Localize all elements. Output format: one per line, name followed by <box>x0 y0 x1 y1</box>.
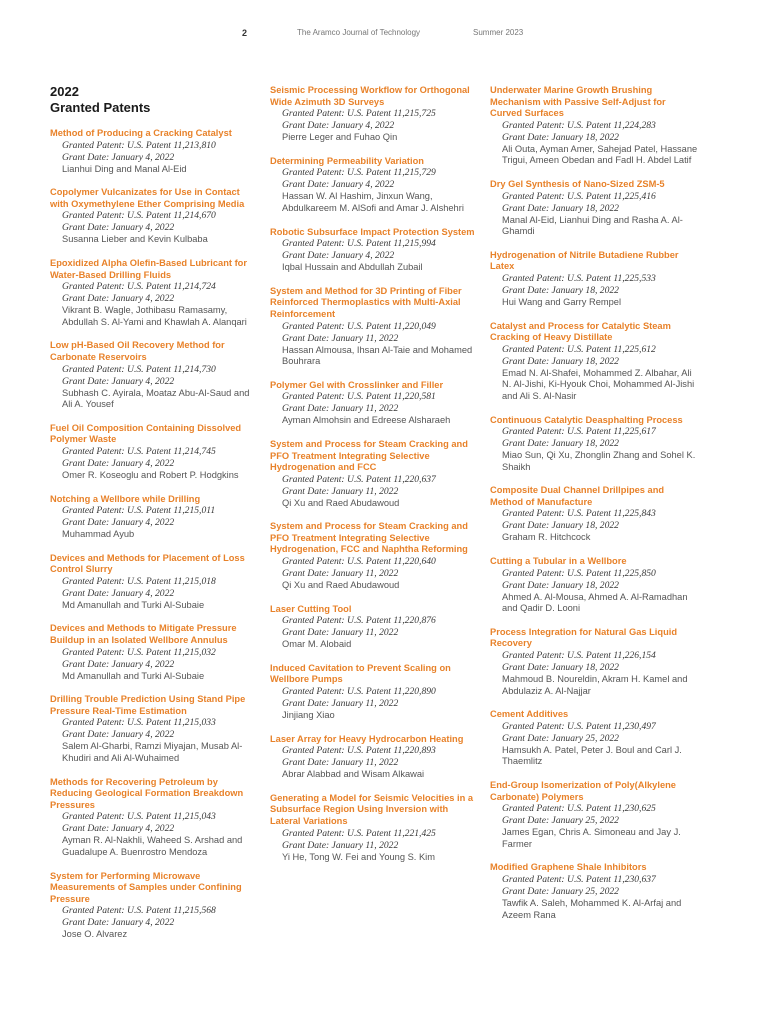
grant-date: Grant Date: January 4, 2022 <box>62 293 175 305</box>
patent-authors: Manal Al-Eid, Lianhui Ding and Rasha A. Al-Ghamdi <box>502 214 683 237</box>
patent-entry <box>270 439 478 509</box>
grant-date: Grant Date: January 18, 2022 <box>502 579 619 591</box>
patent-authors: Lianhui Ding and Manal Al-Eid <box>62 163 187 174</box>
patent-number: Granted Patent: U.S. Patent 11,226,154 <box>502 650 656 662</box>
patent-number: Granted Patent: U.S. Patent 11,225,843 <box>502 508 656 520</box>
patent-authors: Emad N. Al-Shafei, Mohammed Z. Albahar, Ali N. Al-Jishi, Ki-Hyouk Choi, Mohammed Al-Jishi and Ali S. Al-Nasir <box>502 367 695 401</box>
grant-date: Grant Date: January 4, 2022 <box>282 120 395 132</box>
grant-date: Grant Date: January 11, 2022 <box>282 568 399 580</box>
patent-authors: Hassan W. Al Hashim, Jinxun Wang, Abdulkareem M. AlSofi and Amar J. Alshehri <box>282 191 464 213</box>
grant-date: Grant Date: January 18, 2022 <box>502 662 619 674</box>
patent-number: Granted Patent: U.S. Patent 11,215,043 <box>62 811 216 823</box>
grant-date: Grant Date: January 18, 2022 <box>502 520 619 532</box>
patent-title: Composite Dual Channel Drillpipes and Method of Manufacture <box>490 485 665 507</box>
patent-title: Fuel Oil Composition Containing Dissolved Polymer Waste <box>50 422 242 445</box>
patent-title: System and Method for 3D Printing of Fiber Reinforced Thermoplastics with Multi-Axial Reinforcement <box>270 285 462 319</box>
patent-number: Granted Patent: U.S. Patent 11,230,497 <box>502 720 656 732</box>
patent-authors: James Egan, Chris A. Simoneau and Jay J. Farmer <box>502 827 681 849</box>
patent-title: Laser Cutting Tool <box>270 603 352 614</box>
column-1 <box>50 84 258 953</box>
patent-title: Underwater Marine Growth Brushing Mechanism with Passive Self-Adjust for Curved Surfaces <box>490 85 666 119</box>
grant-date: Grant Date: January 4, 2022 <box>62 658 175 670</box>
patent-title: Polymer Gel with Crosslinker and Filler <box>270 379 444 390</box>
patent-authors: Jose O. Alvarez <box>62 929 128 940</box>
grant-date: Grant Date: January 4, 2022 <box>62 457 175 469</box>
patent-entry <box>270 734 478 781</box>
patent-number: Granted Patent: U.S. Patent 11,225,533 <box>502 272 656 284</box>
patent-title: Continuous Catalytic Deasphalting Process <box>490 414 683 425</box>
patent-number: Granted Patent: U.S. Patent 11,225,617 <box>502 426 656 438</box>
patent-number: Granted Patent: U.S. Patent 11,220,876 <box>282 615 436 627</box>
patent-number: Granted Patent: U.S. Patent 11,215,011 <box>62 505 216 517</box>
patent-title: Notching a Wellbore while Drilling <box>50 493 201 504</box>
patent-entry <box>50 553 258 612</box>
grant-date: Grant Date: January 11, 2022 <box>282 403 399 415</box>
patent-number: Granted Patent: U.S. Patent 11,225,416 <box>502 190 656 202</box>
patent-authors: Iqbal Hussain and Abdullah Zubail <box>282 262 423 273</box>
grant-date: Grant Date: January 11, 2022 <box>282 627 399 639</box>
grant-date: Grant Date: January 18, 2022 <box>502 284 619 296</box>
grant-date: Grant Date: January 25, 2022 <box>502 732 619 744</box>
patent-number: Granted Patent: U.S. Patent 11,214,745 <box>62 445 216 457</box>
patent-title: Method of Producing a Cracking Catalyst <box>50 128 232 138</box>
patent-entry <box>490 321 698 403</box>
patent-number: Granted Patent: U.S. Patent 11,215,018 <box>62 575 216 587</box>
patent-entry <box>50 494 258 541</box>
patent-authors: Graham R. Hitchcock <box>502 532 591 543</box>
grant-date: Grant Date: January 4, 2022 <box>62 917 175 929</box>
patent-entry <box>50 423 258 482</box>
patent-title: Seismic Processing Workflow for Orthogonal Wide Azimuth 3D Surveys <box>270 85 470 107</box>
grant-date: Grant Date: January 4, 2022 <box>282 179 395 191</box>
issue-date: Summer 2023 <box>473 28 524 37</box>
patent-entry <box>490 627 698 697</box>
patent-title: Devices and Methods for Placement of Loss Control Slurry <box>50 552 245 575</box>
patent-entry <box>50 340 258 410</box>
grant-date: Grant Date: January 25, 2022 <box>502 885 619 897</box>
patent-title: Devices and Methods to Mitigate Pressure Buildup in an Isolated Wellbore Annulus <box>50 623 237 646</box>
grant-date: Grant Date: January 4, 2022 <box>62 222 175 234</box>
column-3 <box>490 85 698 933</box>
page-number: 2 <box>242 28 248 38</box>
patent-number: Granted Patent: U.S. Patent 11,220,890 <box>282 686 436 698</box>
patent-entry <box>270 380 478 427</box>
patent-authors: Jinjiang Xiao <box>282 710 335 721</box>
patent-title: Process Integration for Natural Gas Liquid Recovery <box>490 626 678 649</box>
patent-number: Granted Patent: U.S. Patent 11,215,568 <box>62 905 216 917</box>
patent-title: Robotic Subsurface Impact Protection System <box>270 226 475 237</box>
grant-date: Grant Date: January 4, 2022 <box>62 375 175 387</box>
patent-authors: Hassan Almousa, Ihsan Al-Taie and Mohamed Bouhrara <box>282 344 473 367</box>
patent-number: Granted Patent: U.S. Patent 11,214,724 <box>62 281 216 293</box>
section-title: Granted Patents <box>50 100 151 115</box>
patent-entry <box>490 862 698 921</box>
patent-title: End-Group Isomerization of Poly(Alkylene Carbonate) Polymers <box>490 780 676 802</box>
patent-number: Granted Patent: U.S. Patent 11,220,581 <box>282 391 436 403</box>
patent-number: Granted Patent: U.S. Patent 11,213,810 <box>62 139 216 151</box>
patent-number: Granted Patent: U.S. Patent 11,215,994 <box>282 238 436 250</box>
patent-entry <box>270 604 478 651</box>
patent-entry <box>490 415 698 474</box>
patent-title: Epoxidized Alpha Olefin-Based Lubricant for Water-Based Drilling Fluids <box>50 257 247 280</box>
patent-number: Granted Patent: U.S. Patent 11,220,893 <box>282 745 436 757</box>
grant-date: Grant Date: January 18, 2022 <box>502 202 619 214</box>
patent-authors: Pierre Leger and Fuhao Qin <box>282 132 398 143</box>
patent-title: System and Process for Steam Cracking and PFO Treatment Integrating Selective Hydrogenation, FCC and Naphtha Reforming <box>270 521 468 555</box>
grant-date: Grant Date: January 4, 2022 <box>62 729 175 741</box>
patent-number: Granted Patent: U.S. Patent 11,220,049 <box>282 320 436 332</box>
patent-authors: Abrar Alabbad and Wisam Alkawai <box>282 769 425 780</box>
patent-entry <box>50 187 258 246</box>
patent-authors: Miao Sun, Qi Xu, Zhonglin Zhang and Sohel K. Shaikh <box>502 450 696 472</box>
patent-authors: Omar M. Alobaid <box>282 639 352 650</box>
patent-entry <box>50 694 258 764</box>
patent-authors: Yi He, Tong W. Fei and Young S. Kim <box>282 851 435 862</box>
patent-entry <box>50 777 258 859</box>
patent-entry <box>490 780 698 850</box>
journal-title: The Aramco Journal of Technology <box>297 28 421 37</box>
patent-authors: Hamsukh A. Patel, Peter J. Boul and Carl J. Thaemlitz <box>502 744 682 767</box>
grant-date: Grant Date: January 11, 2022 <box>282 332 399 344</box>
patent-title: System for Performing Microwave Measurements of Samples under Confining Pressure <box>50 870 242 904</box>
patent-entry <box>490 709 698 768</box>
patent-authors: Omer R. Koseoglu and Robert P. Hodgkins <box>62 469 239 480</box>
patent-authors: Tawfik A. Saleh, Mohammed K. Al-Arfaj and Azeem Rana <box>502 897 682 920</box>
grant-date: Grant Date: January 4, 2022 <box>62 823 175 835</box>
grant-date: Grant Date: January 18, 2022 <box>502 438 619 450</box>
patent-authors: Ali Outa, Ayman Amer, Sahejad Patel, Hassane Trigui, Ameen Obedan and Fadl H. Abdel Latif <box>502 143 698 166</box>
patent-number: Granted Patent: U.S. Patent 11,215,725 <box>282 108 436 120</box>
patent-title: Low pH-Based Oil Recovery Method for Carbonate Reservoirs <box>50 340 225 362</box>
patent-number: Granted Patent: U.S. Patent 11,225,612 <box>502 343 656 355</box>
patent-authors: Ahmed A. Al-Mousa, Ahmed A. Al-Ramadhan and Qadir D. Looni <box>502 591 688 614</box>
patent-number: Granted Patent: U.S. Patent 11,230,637 <box>502 873 656 885</box>
patent-entry <box>270 286 478 368</box>
grant-date: Grant Date: January 11, 2022 <box>282 757 399 769</box>
patent-entry <box>490 85 698 167</box>
patent-title: Cement Additives <box>490 709 569 720</box>
grant-date: Grant Date: January 11, 2022 <box>282 839 399 851</box>
patent-entry <box>490 250 698 309</box>
column-2 <box>270 85 478 875</box>
grant-date: Grant Date: January 18, 2022 <box>502 131 619 143</box>
grant-date: Grant Date: January 4, 2022 <box>282 250 395 262</box>
patent-entry <box>270 663 478 722</box>
patent-number: Granted Patent: U.S. Patent 11,225,850 <box>502 567 656 579</box>
patent-title: Catalyst and Process for Catalytic Steam Cracking of Heavy Distillate <box>490 320 671 343</box>
patent-entry <box>490 179 698 238</box>
patent-title: Methods for Recovering Petroleum by Reducing Geological Formation Breakdown Pressures <box>50 776 244 810</box>
patent-title: Dry Gel Synthesis of Nano-Sized ZSM-5 <box>490 178 665 189</box>
patent-authors: Vikrant B. Wagle, Jothibasu Ramasamy, Abdullah S. Al-Yami and Khawlah A. Alanqari <box>62 305 247 327</box>
patent-title: Copolymer Vulcanizates for Use in Contact with Oxymethylene Ether Comprising Media <box>50 187 245 209</box>
patent-title: Modified Graphene Shale Inhibitors <box>490 862 647 873</box>
patent-entry <box>270 521 478 591</box>
grant-date: Grant Date: January 11, 2022 <box>282 485 399 497</box>
grant-date: Grant Date: January 25, 2022 <box>502 815 619 827</box>
patent-authors: Subhash C. Ayirala, Moataz Abu-Al-Saud and Ali A. Yousef <box>62 387 250 410</box>
patent-number: Granted Patent: U.S. Patent 11,221,425 <box>282 827 436 839</box>
patent-title: Hydrogenation of Nitrile Butadiene Rubber Latex <box>490 249 679 272</box>
grant-date: Grant Date: January 4, 2022 <box>62 151 175 163</box>
patent-entry <box>50 128 258 175</box>
patent-entry <box>490 485 698 544</box>
patent-title: Cutting a Tubular in a Wellbore <box>490 556 627 567</box>
patent-authors: Salem Al-Gharbi, Ramzi Miyajan, Musab Al-Khudiri and Ali Al-Wuhaimed <box>62 741 243 764</box>
patent-number: Granted Patent: U.S. Patent 11,215,729 <box>282 167 436 179</box>
patent-entry <box>50 258 258 328</box>
patent-authors: Mahmoud B. Noureldin, Akram H. Kamel and Abdulaziz A. Al-Najjar <box>502 674 688 696</box>
patent-entry <box>490 556 698 615</box>
section-year: 2022 <box>50 84 79 99</box>
patent-number: Granted Patent: U.S. Patent 11,230,625 <box>502 803 656 815</box>
patent-number: Granted Patent: U.S. Patent 11,214,670 <box>62 210 216 222</box>
patent-entry <box>270 227 478 274</box>
patent-entry <box>50 871 258 941</box>
patent-title: Drilling Trouble Prediction Using Stand Pipe Pressure Real-Time Estimation <box>50 694 246 716</box>
patent-title: Laser Array for Heavy Hydrocarbon Heating <box>270 733 464 744</box>
patent-authors: Hui Wang and Garry Rempel <box>502 296 622 307</box>
patent-title: System and Process for Steam Cracking and PFO Treatment Integrating Selective Hydrogenation and FCC <box>270 438 468 473</box>
patent-authors: Susanna Lieber and Kevin Kulbaba <box>62 234 208 245</box>
grant-date: Grant Date: January 11, 2022 <box>282 698 399 710</box>
patent-authors: Md Amanullah and Turki Al-Subaie <box>62 599 205 610</box>
patent-number: Granted Patent: U.S. Patent 11,215,033 <box>62 717 216 729</box>
patent-authors: Ayman R. Al-Nakhli, Waheed S. Arshad and Guadalupe A. Buenrostro Mendoza <box>62 835 243 857</box>
patent-authors: Ayman Almohsin and Edreese Alsharaeh <box>282 415 451 426</box>
grant-date: Grant Date: January 18, 2022 <box>502 355 619 367</box>
patent-entry <box>270 793 478 863</box>
patent-authors: Qi Xu and Raed Abudawoud <box>282 497 400 508</box>
patent-entry <box>50 623 258 682</box>
patent-number: Granted Patent: U.S. Patent 11,224,283 <box>502 119 656 131</box>
patent-title: Induced Cavitation to Prevent Scaling on Wellbore Pumps <box>270 662 451 685</box>
page-header <box>0 28 768 40</box>
patent-number: Granted Patent: U.S. Patent 11,220,637 <box>282 473 436 485</box>
patent-number: Granted Patent: U.S. Patent 11,214,730 <box>62 363 216 375</box>
patent-authors: Muhammad Ayub <box>62 529 135 540</box>
patent-authors: Md Amanullah and Turki Al-Subaie <box>62 670 205 681</box>
grant-date: Grant Date: January 4, 2022 <box>62 517 175 529</box>
patent-number: Granted Patent: U.S. Patent 11,220,640 <box>282 556 436 568</box>
section-heading <box>50 84 258 116</box>
patent-entry <box>270 85 478 144</box>
grant-date: Grant Date: January 4, 2022 <box>62 587 175 599</box>
patent-number: Granted Patent: U.S. Patent 11,215,032 <box>62 646 216 658</box>
patent-entry <box>270 156 478 215</box>
patent-title: Determining Permeability Variation <box>270 155 424 166</box>
patent-authors: Qi Xu and Raed Abudawoud <box>282 580 400 591</box>
patent-title: Generating a Model for Seismic Velocities in a Subsurface Region Using Inversion with Lateral Variations <box>270 792 474 826</box>
